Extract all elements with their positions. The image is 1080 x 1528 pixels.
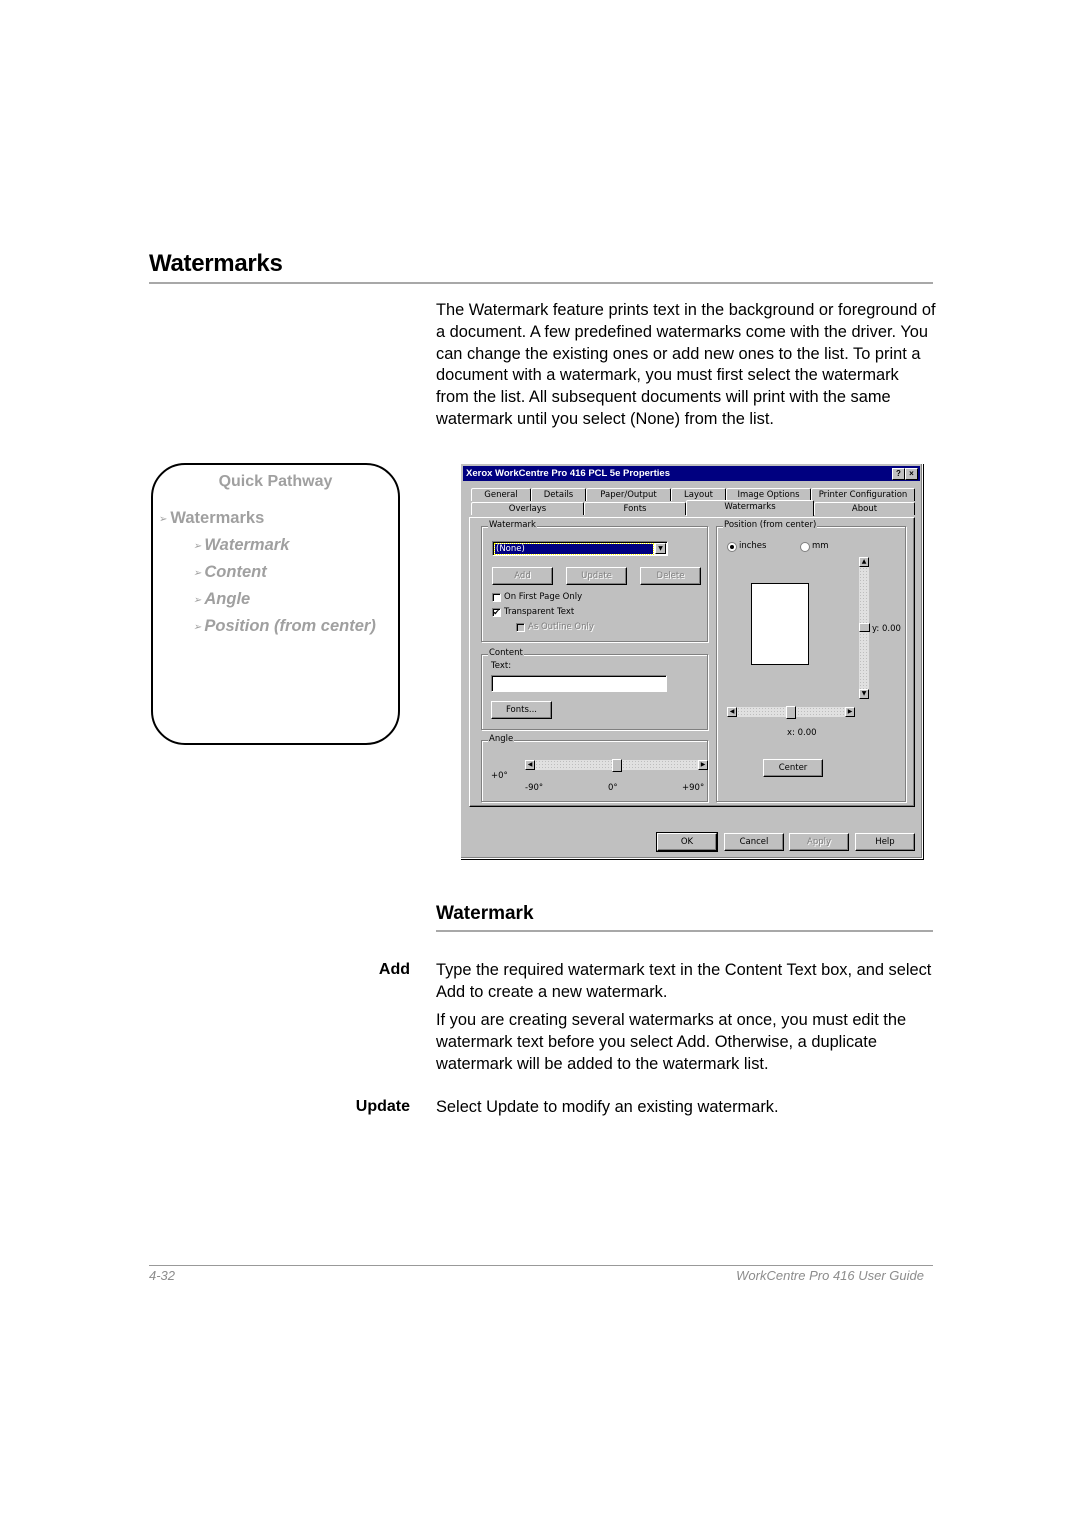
angle-current-value: +0° (491, 771, 508, 781)
cancel-button[interactable]: Cancel (724, 833, 784, 851)
first-page-only-checkbox[interactable] (492, 593, 501, 602)
watermark-group-label: Watermark (489, 520, 536, 530)
angle-max-label: +90° (682, 783, 705, 793)
close-icon[interactable]: × (905, 468, 918, 480)
tab-paper-output[interactable]: Paper/Output (586, 488, 671, 501)
section-title: Watermark (436, 903, 534, 924)
add-button[interactable]: Add (492, 567, 553, 585)
position-left-arrow-icon[interactable]: ◀ (727, 707, 737, 717)
pathway-item-label: Content (204, 563, 267, 581)
watermark-select[interactable] (492, 541, 668, 556)
update-button[interactable]: Update (566, 567, 627, 585)
content-group (481, 648, 708, 730)
add-description-1: Type the required watermark text in the Content Text box, and select Add to create a new watermark. (436, 961, 932, 1001)
angle-slider-thumb[interactable] (612, 759, 622, 772)
apply-button[interactable]: Apply (789, 833, 849, 851)
transparent-text-checkbox[interactable]: ✔ (493, 608, 500, 617)
pathway-item-label: Watermarks (170, 509, 265, 527)
position-group (716, 520, 906, 802)
dialog-title: Xerox WorkCentre Pro 416 PCL 5e Properties (466, 468, 670, 479)
angle-group-label: Angle (489, 734, 514, 744)
properties-dialog (460, 463, 923, 859)
position-group-label: Position (from center) (724, 520, 817, 530)
guide-title: WorkCentre Pro 416 User Guide (736, 1268, 924, 1283)
angle-right-arrow-icon[interactable]: ▶ (698, 760, 708, 770)
title-rule (149, 282, 933, 284)
term-add: Add (378, 961, 410, 978)
tab-fonts[interactable]: Fonts (584, 502, 686, 515)
page-preview (751, 583, 809, 665)
dialog-titlebar (463, 466, 920, 481)
add-description-2: If you are creating several watermarks at once, you must edit the watermark text before you select Add. Otherwise, a duplicate watermark will be added to the watermark list. (436, 1011, 907, 1073)
pathway-item-position[interactable] (193, 617, 376, 636)
arrow-bullet-icon: ➢ (193, 595, 202, 606)
tab-general[interactable]: General (471, 488, 531, 501)
inches-radio[interactable] (727, 542, 737, 552)
footer-rule (149, 1265, 933, 1266)
pathway-item-watermark[interactable] (193, 536, 289, 555)
watermark-selected-value: (None) (495, 544, 653, 554)
pathway-item-watermarks[interactable] (159, 509, 264, 528)
pathway-item-content[interactable] (193, 563, 267, 582)
tab-details[interactable]: Details (531, 488, 586, 501)
x-slider-thumb[interactable] (786, 706, 796, 719)
pathway-item-label: Watermark (204, 536, 290, 554)
tab-image-options[interactable]: Image Options (726, 488, 811, 501)
section-rule (436, 930, 933, 932)
arrow-bullet-icon: ➢ (193, 541, 202, 552)
tab-watermarks[interactable]: Watermarks (686, 500, 814, 516)
angle-min-label: -90° (525, 783, 544, 793)
content-text-input[interactable] (491, 675, 667, 692)
quick-pathway-box (151, 463, 400, 745)
position-down-arrow-icon[interactable]: ▼ (859, 689, 869, 699)
center-button[interactable]: Center (763, 759, 823, 777)
y-value-label: y: 0.00 (872, 624, 901, 634)
chevron-down-icon[interactable]: ▼ (655, 543, 666, 554)
ok-button[interactable]: OK (657, 833, 717, 851)
outline-only-label: As Outline Only (528, 622, 594, 632)
content-text-label: Text: (491, 661, 512, 671)
pathway-item-label: Position (from center) (204, 617, 376, 635)
first-page-only-label: On First Page Only (504, 592, 583, 602)
tab-layout[interactable]: Layout (671, 488, 726, 501)
page-number: 4-32 (149, 1268, 176, 1283)
mm-radio[interactable] (800, 542, 810, 552)
transparent-text-label: Transparent Text (504, 607, 575, 617)
arrow-bullet-icon: ➢ (193, 568, 202, 579)
y-slider-thumb[interactable] (859, 623, 870, 632)
angle-group (481, 734, 708, 802)
tab-printer-configuration[interactable]: Printer Configuration (811, 488, 915, 501)
angle-left-arrow-icon[interactable]: ◀ (525, 760, 535, 770)
help-question-icon[interactable]: ? (892, 468, 905, 480)
position-up-arrow-icon[interactable]: ▲ (859, 557, 869, 567)
arrow-bullet-icon: ➢ (159, 514, 168, 525)
fonts-button[interactable]: Fonts... (491, 701, 552, 719)
intro-paragraph (436, 300, 936, 431)
mm-label: mm (812, 541, 829, 551)
tab-overlays[interactable]: Overlays (471, 502, 584, 515)
quick-pathway-title: Quick Pathway (218, 473, 333, 490)
help-button[interactable]: Help (855, 833, 915, 851)
inches-label: inches (739, 541, 767, 551)
term-update: Update (355, 1098, 410, 1115)
position-right-arrow-icon[interactable]: ▶ (845, 707, 855, 717)
content-group-label: Content (489, 648, 523, 658)
angle-mid-label: 0° (608, 783, 618, 793)
x-value-label: x: 0.00 (787, 728, 817, 738)
tab-about[interactable]: About (814, 502, 915, 515)
outline-only-checkbox[interactable] (516, 623, 525, 632)
pathway-item-label: Angle (204, 590, 251, 608)
watermark-group (481, 520, 708, 642)
page-title: Watermarks (149, 250, 283, 277)
delete-button[interactable]: Delete (640, 567, 701, 585)
arrow-bullet-icon: ➢ (193, 622, 202, 633)
update-description: Select Update to modify an existing watermark. (436, 1098, 779, 1116)
intro-text: The Watermark feature prints text in the background or foreground of a document. A few predefined watermarks come with the driver. You can change the existing ones or add new ones to the list. To print a document with a watermark, you must first select the watermark from the list. All subsequent documents will print with the same watermark until you select (None) from the list. (436, 301, 936, 428)
pathway-item-angle[interactable] (193, 590, 250, 609)
